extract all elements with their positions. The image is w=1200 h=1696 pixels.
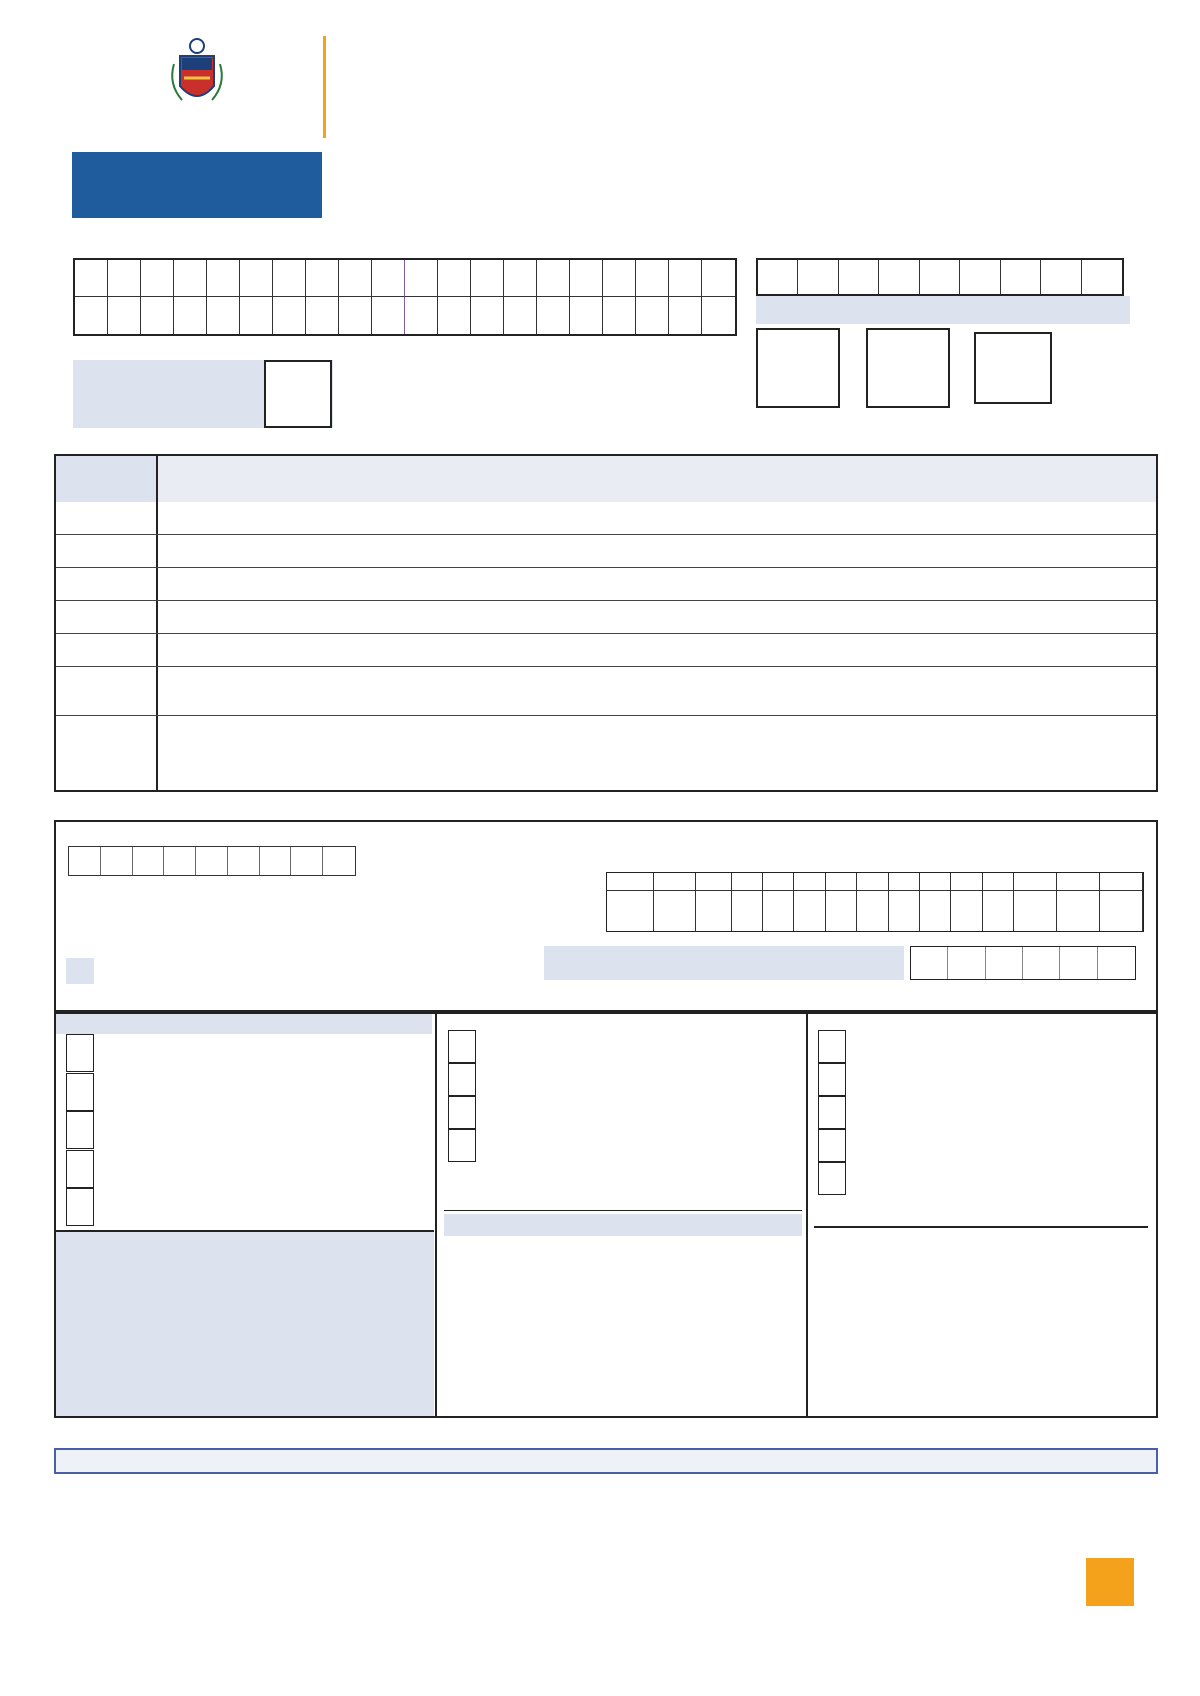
date-digit-cell[interactable] bbox=[291, 847, 323, 875]
grade-select-cell[interactable] bbox=[763, 891, 794, 931]
surname-letter-cell[interactable] bbox=[372, 297, 405, 334]
strategy-checkbox[interactable] bbox=[66, 1150, 94, 1188]
grade-header-cell bbox=[763, 873, 794, 891]
programme-pgce-box[interactable] bbox=[974, 332, 1052, 404]
checklist-text bbox=[158, 634, 1156, 666]
checklist-title bbox=[158, 456, 1156, 502]
strategy-checkbox[interactable] bbox=[66, 1188, 94, 1226]
first-name-letter-cell[interactable] bbox=[75, 260, 108, 297]
strategy-option bbox=[66, 1073, 426, 1112]
date-digit-cell[interactable] bbox=[69, 847, 101, 875]
strategies-divider-1 bbox=[435, 1012, 437, 1416]
university-logo bbox=[72, 34, 322, 152]
grade-header-cell bbox=[951, 873, 982, 891]
coat-of-arms-icon bbox=[72, 34, 322, 114]
checklist-text bbox=[158, 667, 1156, 715]
checklist-mark[interactable] bbox=[56, 502, 158, 534]
strategy-checkbox[interactable] bbox=[448, 1030, 476, 1063]
checklist-text bbox=[158, 535, 1156, 567]
surname-letter-cell[interactable] bbox=[240, 297, 273, 334]
strategy-checkbox[interactable] bbox=[66, 1111, 94, 1149]
student-number-digit-cell[interactable] bbox=[879, 260, 919, 294]
strategy-checkbox[interactable] bbox=[818, 1030, 846, 1063]
date-digit-cell[interactable] bbox=[260, 847, 292, 875]
surname-letter-cell[interactable] bbox=[174, 297, 207, 334]
first-name-letter-cell[interactable] bbox=[438, 260, 471, 297]
checklist-row bbox=[56, 567, 1156, 600]
checklist-row bbox=[56, 600, 1156, 633]
student-number-digit-cell[interactable] bbox=[758, 260, 798, 294]
grade-header-cell bbox=[920, 873, 951, 891]
student-number-digit-cell[interactable] bbox=[960, 260, 1000, 294]
strategy-checkbox[interactable] bbox=[66, 1034, 94, 1072]
grade-header-cell bbox=[794, 873, 825, 891]
grade-select-cell[interactable] bbox=[654, 891, 696, 931]
grade-heading bbox=[618, 826, 624, 846]
strategy-option bbox=[448, 1030, 798, 1063]
grade-header-cell bbox=[732, 873, 763, 891]
grade-header-cell bbox=[889, 873, 920, 891]
slogan-banner bbox=[72, 152, 322, 218]
grade-select-cell[interactable] bbox=[889, 891, 920, 931]
student-number-digit-cell[interactable] bbox=[920, 260, 960, 294]
first-name-letter-cell[interactable] bbox=[339, 260, 372, 297]
strategy-option bbox=[448, 1129, 798, 1162]
student-number-digit-cell[interactable] bbox=[1082, 260, 1122, 294]
classes-grid[interactable] bbox=[910, 946, 1136, 980]
checklist-table bbox=[54, 454, 1158, 792]
duration-row bbox=[66, 958, 94, 984]
first-name-letter-cell[interactable] bbox=[669, 260, 702, 297]
surname-letter-cell[interactable] bbox=[108, 297, 141, 334]
grade-select-cell[interactable] bbox=[607, 891, 654, 931]
strategy-option bbox=[448, 1096, 798, 1129]
first-name-letter-cell[interactable] bbox=[471, 260, 504, 297]
student-number-digit-cell[interactable] bbox=[1041, 260, 1081, 294]
strategy-option bbox=[66, 1034, 426, 1073]
strategy-checkbox[interactable] bbox=[818, 1129, 846, 1162]
checklist-text bbox=[158, 601, 1156, 633]
page-number bbox=[1086, 1558, 1134, 1606]
mi-right-rule bbox=[814, 1226, 1148, 1228]
checklist-mark[interactable] bbox=[56, 568, 158, 600]
integration-row[interactable] bbox=[54, 1448, 1158, 1474]
strategy-option bbox=[66, 1188, 426, 1227]
class-cell[interactable] bbox=[911, 947, 948, 979]
grade-select-cell[interactable] bbox=[732, 891, 763, 931]
lesson-plan-number-field[interactable] bbox=[264, 360, 332, 428]
student-number-grid[interactable] bbox=[756, 258, 1124, 296]
first-name-letter-cell[interactable] bbox=[306, 260, 339, 297]
strategy-checkbox[interactable] bbox=[448, 1063, 476, 1096]
checklist-mark[interactable] bbox=[56, 634, 158, 666]
student-name-grid[interactable] bbox=[73, 258, 737, 336]
grade-select-cell[interactable] bbox=[983, 891, 1014, 931]
strategy-checkbox[interactable] bbox=[818, 1063, 846, 1096]
first-name-letter-cell[interactable] bbox=[636, 260, 669, 297]
grade-header-cell bbox=[654, 873, 696, 891]
first-name-letter-cell[interactable] bbox=[372, 260, 405, 297]
class-cell[interactable] bbox=[1098, 947, 1135, 979]
date-digit-cell[interactable] bbox=[228, 847, 260, 875]
surname-letter-cell[interactable] bbox=[339, 297, 372, 334]
class-cell[interactable] bbox=[1023, 947, 1060, 979]
surname-letter-cell[interactable] bbox=[273, 297, 306, 334]
checklist-text bbox=[158, 502, 1156, 534]
checklist-mark-header bbox=[56, 456, 158, 502]
date-digit-cell[interactable] bbox=[196, 847, 228, 875]
strategy-checkbox[interactable] bbox=[818, 1162, 846, 1195]
checklist-text bbox=[158, 716, 1156, 790]
strategy-option bbox=[66, 1111, 426, 1150]
strategies-column-2 bbox=[448, 1030, 798, 1162]
surname-letter-cell[interactable] bbox=[537, 297, 570, 334]
strategies-column-3 bbox=[818, 1030, 1148, 1195]
date-grid[interactable] bbox=[68, 846, 356, 876]
strategy-option bbox=[818, 1096, 1148, 1129]
grade-grid bbox=[606, 872, 1144, 932]
grade-header-cell bbox=[1057, 873, 1100, 891]
grade-select-cell[interactable] bbox=[696, 891, 732, 931]
grade-header-cell bbox=[857, 873, 888, 891]
strategy-option bbox=[818, 1030, 1148, 1063]
checklist-text bbox=[158, 568, 1156, 600]
surname-letter-cell[interactable] bbox=[207, 297, 240, 334]
surname-letter-cell[interactable] bbox=[141, 297, 174, 334]
grade-header-cell bbox=[1014, 873, 1057, 891]
first-name-letter-cell[interactable] bbox=[537, 260, 570, 297]
surname-letter-cell[interactable] bbox=[438, 297, 471, 334]
programme-bed-box[interactable] bbox=[756, 328, 840, 408]
grade-header-cell bbox=[607, 873, 654, 891]
surname-letter-cell[interactable] bbox=[570, 297, 603, 334]
grade-header-cell bbox=[826, 873, 857, 891]
strategy-checkbox[interactable] bbox=[818, 1096, 846, 1129]
first-name-letter-cell[interactable] bbox=[174, 260, 207, 297]
strategy-option bbox=[818, 1129, 1148, 1162]
programme-instruction bbox=[756, 296, 1130, 324]
surname-letter-cell[interactable] bbox=[471, 297, 504, 334]
first-name-letter-cell[interactable] bbox=[273, 260, 306, 297]
first-name-letter-cell[interactable] bbox=[141, 260, 174, 297]
classes-label bbox=[544, 946, 904, 980]
surname-letter-cell[interactable] bbox=[306, 297, 339, 334]
grade-select-cell[interactable] bbox=[826, 891, 857, 931]
first-name-letter-cell[interactable] bbox=[207, 260, 240, 297]
surname-letter-cell[interactable] bbox=[405, 297, 438, 334]
first-name-letter-cell[interactable] bbox=[570, 260, 603, 297]
date-digit-cell[interactable] bbox=[164, 847, 196, 875]
checklist-row bbox=[56, 534, 1156, 567]
mi-top-rule bbox=[444, 1210, 802, 1211]
surname-letter-cell[interactable] bbox=[669, 297, 702, 334]
learning-styles-note bbox=[56, 1230, 434, 1416]
first-name-letter-cell[interactable] bbox=[108, 260, 141, 297]
first-name-letter-cell[interactable] bbox=[240, 260, 273, 297]
strategy-option bbox=[818, 1063, 1148, 1096]
checklist-row bbox=[56, 633, 1156, 666]
grade-select-cell[interactable] bbox=[794, 891, 825, 931]
grade-select-cell[interactable] bbox=[920, 891, 951, 931]
checklist-row bbox=[56, 666, 1156, 715]
checklist-row bbox=[56, 502, 1156, 534]
grade-select-cell[interactable] bbox=[951, 891, 982, 931]
strategies-divider-2 bbox=[806, 1012, 808, 1416]
surname-letter-cell[interactable] bbox=[636, 297, 669, 334]
grade-header-cell bbox=[1100, 873, 1143, 891]
first-name-letter-cell[interactable] bbox=[603, 260, 636, 297]
date-digit-cell[interactable] bbox=[101, 847, 133, 875]
strategy-option bbox=[818, 1162, 1148, 1195]
class-cell[interactable] bbox=[1060, 947, 1097, 979]
class-cell[interactable] bbox=[948, 947, 985, 979]
surname-letter-cell[interactable] bbox=[504, 297, 537, 334]
checklist-mark[interactable] bbox=[56, 667, 158, 715]
surname-letter-cell[interactable] bbox=[702, 297, 735, 334]
first-name-letter-cell[interactable] bbox=[702, 260, 735, 297]
header-divider bbox=[323, 36, 326, 138]
grade-select-cell[interactable] bbox=[1057, 891, 1100, 931]
strategy-option bbox=[448, 1063, 798, 1096]
checklist-mark[interactable] bbox=[56, 716, 158, 790]
surname-letter-cell[interactable] bbox=[603, 297, 636, 334]
student-number-digit-cell[interactable] bbox=[839, 260, 879, 294]
grade-header-cell bbox=[983, 873, 1014, 891]
checklist-mark[interactable] bbox=[56, 601, 158, 633]
strategy-checkbox[interactable] bbox=[66, 1073, 94, 1111]
class-cell[interactable] bbox=[986, 947, 1023, 979]
strategy-option bbox=[66, 1150, 426, 1189]
mi-title bbox=[444, 1214, 802, 1236]
checklist-header-row bbox=[56, 456, 1156, 502]
grade-select-cell[interactable] bbox=[1014, 891, 1057, 931]
strategies-column-1 bbox=[66, 1034, 426, 1227]
year-of-study-box[interactable] bbox=[866, 328, 950, 408]
checklist-row-tasc bbox=[56, 715, 1156, 790]
strategy-checkbox[interactable] bbox=[448, 1129, 476, 1162]
strategy-checkbox[interactable] bbox=[448, 1096, 476, 1129]
grade-select-cell[interactable] bbox=[1100, 891, 1143, 931]
grade-select-cell[interactable] bbox=[857, 891, 888, 931]
checklist-mark[interactable] bbox=[56, 535, 158, 567]
first-name-letter-cell[interactable] bbox=[504, 260, 537, 297]
first-name-letter-cell[interactable] bbox=[405, 260, 438, 297]
surname-letter-cell[interactable] bbox=[75, 297, 108, 334]
student-number-digit-cell[interactable] bbox=[1001, 260, 1041, 294]
date-digit-cell-extra[interactable] bbox=[323, 847, 355, 875]
student-number-digit-cell[interactable] bbox=[798, 260, 838, 294]
date-digit-cell[interactable] bbox=[133, 847, 165, 875]
strategies-title bbox=[56, 1014, 432, 1034]
grade-header-cell bbox=[696, 873, 732, 891]
